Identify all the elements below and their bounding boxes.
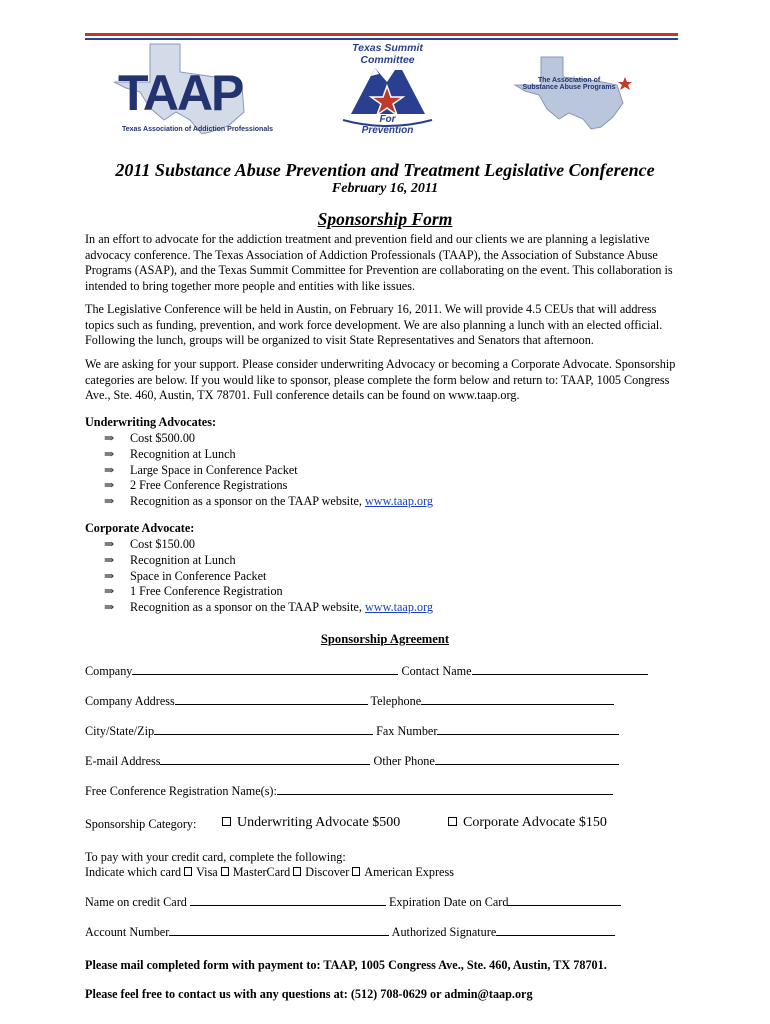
list-item [104, 553, 433, 569]
arrow-icon: ⇒ [104, 537, 115, 551]
amex-label: American Express [364, 865, 454, 879]
list-item-text: Recognition at Lunch [130, 446, 236, 461]
tsc-name: Texas Summit Committee [352, 42, 423, 66]
list-item-text: Recognition as a sponsor on the TAAP website, [130, 494, 362, 509]
email-row [85, 754, 619, 769]
arrow-icon: ⇒ [104, 462, 115, 477]
corporate-list [104, 537, 433, 616]
arrow-icon: ⇒ [104, 494, 115, 509]
list-item [104, 478, 433, 494]
mail-instructions: Please mail completed form with payment to: TAAP, 1005 Congress Ave., Ste. 460, Austin, TX 78701. [85, 958, 607, 972]
other-phone-field[interactable] [435, 754, 619, 765]
list-item [104, 494, 433, 510]
taap-logo [110, 42, 274, 134]
list-item [104, 431, 433, 447]
list-item [104, 447, 433, 463]
list-item [104, 600, 433, 616]
conference-date: February 16, 2011 [331, 181, 439, 196]
signature-label: Authorized Signature [391, 925, 497, 939]
free-registration-label: Free Conference Registration Name(s): [85, 784, 277, 798]
agreement-title: Sponsorship Agreement [320, 632, 450, 646]
account-number-label: Account Number [85, 925, 170, 939]
asap-name [513, 77, 625, 92]
company-row [85, 664, 648, 679]
company-field[interactable] [132, 664, 398, 675]
texas-outline-icon [505, 55, 635, 130]
city-state-zip-label: City/State/Zip [85, 724, 155, 738]
list-item [104, 569, 433, 585]
arrow-icon: ⇒ [104, 568, 115, 583]
name-on-card-label: Name on credit Card [85, 895, 187, 909]
mastercard-label: MasterCard [232, 865, 291, 879]
city-row [85, 724, 619, 739]
card-name-row [85, 895, 621, 910]
account-number-field[interactable] [169, 925, 389, 936]
intro-paragraph: In an effort to advocate for the addiction treatment and prevention field and our clients we are planning a legislative advocacy conference. The Texas Association of Addiction Professionals (TAAP), the Association of Substance Abuse Programs (ASAP), and the Texas Summit Committee for Prevention are collaborating on the event. This collaboration is intended to bring together more people and entities with like issues. [85, 232, 673, 293]
telephone-field[interactable] [421, 694, 614, 705]
arrow-icon: ⇒ [104, 552, 115, 567]
other-phone-label: Other Phone [373, 754, 435, 768]
visa-label: Visa [196, 865, 218, 879]
arrow-icon: ⇒ [104, 478, 115, 493]
contact-name-field[interactable] [472, 664, 648, 675]
card-type-row [85, 865, 454, 880]
list-item-text: Space in Conference Packet [130, 568, 267, 583]
conference-title: 2011 Substance Abuse Prevention and Treatment Legislative Conference [115, 160, 655, 180]
discover-label: Discover [305, 865, 350, 879]
underwriting-option[interactable] [222, 815, 400, 831]
list-item [104, 584, 433, 600]
free-registration-field[interactable] [277, 784, 613, 795]
contact-instructions: Please feel free to contact us with any questions at: (512) 708-0629 or admin@taap.org [85, 987, 533, 1001]
contact-name-label: Contact Name [401, 664, 472, 678]
list-item-text: Cost $150.00 [130, 537, 196, 551]
email-address-label: E-mail Address [85, 754, 161, 768]
list-item-text: Large Space in Conference Packet [130, 462, 298, 477]
list-item-text: 1 Free Conference Registration [130, 584, 283, 599]
underwriting-list [104, 431, 433, 510]
corporate-option[interactable] [448, 815, 607, 831]
taap-website-link[interactable]: www.taap.org [364, 600, 433, 615]
corporate-checkbox[interactable] [448, 817, 457, 826]
company-address-field[interactable] [175, 694, 368, 705]
sponsorship-category-label: Sponsorship Category: [85, 817, 197, 831]
corporate-heading: Corporate Advocate: [85, 521, 195, 535]
taap-subtitle: Texas Association of Addiction Professionals [122, 126, 274, 133]
free-registration-row [85, 784, 613, 799]
texas-summit-committee-logo [325, 42, 450, 138]
city-state-zip-field[interactable] [154, 724, 373, 735]
tsc-prevention: Prevention [361, 125, 414, 136]
expiration-field[interactable] [508, 895, 621, 906]
name-on-card-field[interactable] [190, 895, 386, 906]
list-item-text: Cost $500.00 [130, 431, 196, 445]
underwriting-checkbox[interactable] [222, 817, 231, 826]
discover-checkbox[interactable] [293, 867, 301, 876]
arrow-icon: ⇒ [104, 431, 115, 445]
visa-checkbox[interactable] [184, 867, 192, 876]
arrow-icon: ⇒ [104, 446, 115, 461]
list-item-text: 2 Free Conference Registrations [130, 478, 288, 493]
list-item-text: Recognition at Lunch [130, 552, 236, 567]
amex-checkbox[interactable] [352, 867, 360, 876]
payment-intro: To pay with your credit card, complete the following: [85, 850, 346, 864]
asap-logo [505, 55, 635, 130]
expiration-label: Expiration Date on Card [388, 895, 509, 909]
telephone-label: Telephone [370, 694, 422, 708]
list-item-text: Recognition as a sponsor on the TAAP website, [130, 600, 362, 615]
corporate-option-label: Corporate Advocate $150 [463, 815, 607, 830]
address-row [85, 694, 614, 709]
signature-field[interactable] [496, 925, 615, 936]
company-label: Company [85, 664, 133, 678]
list-item [104, 537, 433, 553]
tsc-for: For [379, 114, 396, 125]
header-rule-red [85, 33, 678, 36]
fax-number-field[interactable] [437, 724, 619, 735]
mastercard-checkbox[interactable] [221, 867, 229, 876]
fax-number-label: Fax Number [376, 724, 438, 738]
taap-website-link[interactable]: www.taap.org [364, 494, 433, 509]
company-address-label: Company Address [85, 694, 175, 708]
arrow-icon: ⇒ [104, 584, 115, 599]
asap-line-2: Substance Abuse Programs [522, 84, 616, 92]
underwriting-option-label: Underwriting Advocate $500 [237, 815, 401, 830]
details-paragraph: The Legislative Conference will be held in Austin, on February 16, 2011. We will provide 4.5 CEUs that will address topics such as funding, prevention, and work force development. We are also planning a lunch with an elected official. Following the lunch, groups will be organized to visit State Representatives and Senators that afternoon. [85, 302, 663, 347]
arrow-icon: ⇒ [104, 600, 115, 615]
support-paragraph: We are asking for your support. Please consider underwriting Advocacy or becoming a Corporate Advocate. Sponsorship categories are below. If you would like to sponsor, please complete the form below and return to: TAAP, 1005 Congress Ave., Ste. 460, Austin, TX 78701. Full conference details can be found on www.taap.org. [85, 357, 676, 402]
header-rule-blue [85, 38, 678, 40]
email-address-field[interactable] [160, 754, 370, 765]
list-item [104, 463, 433, 479]
form-title: Sponsorship Form [317, 209, 453, 229]
account-row [85, 925, 615, 940]
asap-line-1: The Association of [537, 77, 601, 84]
indicate-card-label: Indicate which card [85, 865, 182, 879]
underwriting-heading: Underwriting Advocates: [85, 415, 217, 429]
taap-wordmark: TAAP [118, 65, 243, 121]
